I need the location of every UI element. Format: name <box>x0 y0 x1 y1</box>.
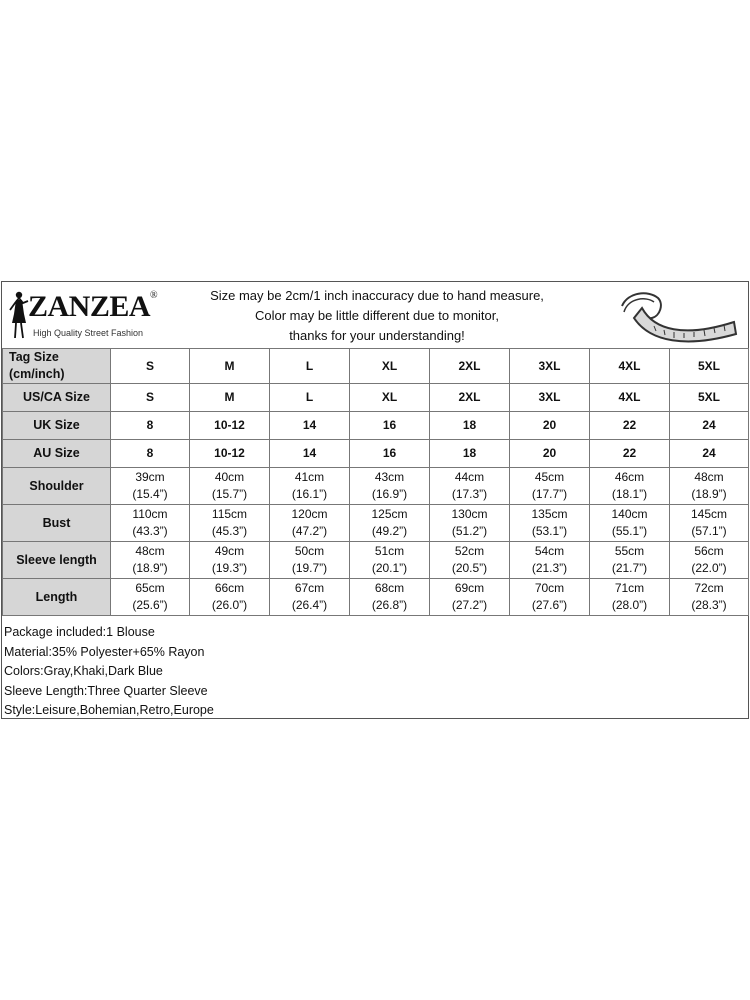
table-cell: 72cm (28.3”) <box>670 579 749 616</box>
row-label: US/CA Size <box>3 384 111 412</box>
row-label: Length <box>3 579 111 616</box>
table-cell: 48cm (18.9”) <box>670 468 749 505</box>
table-cell: 18 <box>430 412 510 440</box>
table-cell: M <box>190 384 270 412</box>
brand-tagline: High Quality Street Fashion <box>33 328 144 338</box>
size-header-cell: 3XL <box>510 349 590 384</box>
table-cell: 48cm (18.9”) <box>111 542 190 579</box>
registered-mark: ® <box>150 290 158 301</box>
size-header-cell: M <box>190 349 270 384</box>
table-cell: 130cm (51.2”) <box>430 505 510 542</box>
table-cell: L <box>270 384 350 412</box>
table-cell: 50cm (19.7”) <box>270 542 350 579</box>
header-row <box>3 349 749 384</box>
table-cell: 52cm (20.5”) <box>430 542 510 579</box>
size-notice <box>162 286 592 346</box>
table-cell: 40cm (15.7”) <box>190 468 270 505</box>
colors-info: Colors:Gray,Khaki,Dark Blue <box>4 664 163 678</box>
style-info: Style:Leisure,Bohemian,Retro,Europe <box>4 703 214 717</box>
table-cell: 54cm (21.3”) <box>510 542 590 579</box>
table-cell: 20 <box>510 440 590 468</box>
table-cell: 145cm (57.1”) <box>670 505 749 542</box>
notice-line-1: Size may be 2cm/1 inch inaccuracy due to hand measure, <box>210 288 544 303</box>
table-cell: 135cm (53.1”) <box>510 505 590 542</box>
table-cell: 20 <box>510 412 590 440</box>
table-cell: 5XL <box>670 384 749 412</box>
table-cell: 43cm (16.9”) <box>350 468 430 505</box>
size-header-cell: 5XL <box>670 349 749 384</box>
size-table <box>2 348 749 616</box>
table-cell: 68cm (26.8”) <box>350 579 430 616</box>
table-cell: 51cm (20.1”) <box>350 542 430 579</box>
table-cell: 16 <box>350 412 430 440</box>
bust-row <box>3 505 749 542</box>
size-header-cell: 2XL <box>430 349 510 384</box>
row-label: Shoulder <box>3 468 111 505</box>
table-cell: 67cm (26.4”) <box>270 579 350 616</box>
size-header-cell: 4XL <box>590 349 670 384</box>
tag-size-label: Tag Size (cm/inch) <box>3 349 111 384</box>
table-cell: 125cm (49.2”) <box>350 505 430 542</box>
table-cell: S <box>111 384 190 412</box>
table-cell: 39cm (15.4”) <box>111 468 190 505</box>
row-label: AU Size <box>3 440 111 468</box>
row-label: Bust <box>3 505 111 542</box>
au-size-row <box>3 440 749 468</box>
table-cell: 8 <box>111 440 190 468</box>
length-row <box>3 579 749 616</box>
us-ca-size-row <box>3 384 749 412</box>
table-cell: 71cm (28.0”) <box>590 579 670 616</box>
row-label: UK Size <box>3 412 111 440</box>
table-cell: 8 <box>111 412 190 440</box>
table-cell: 10-12 <box>190 440 270 468</box>
size-header-cell: S <box>111 349 190 384</box>
table-cell: 140cm (55.1”) <box>590 505 670 542</box>
table-cell: 56cm (22.0”) <box>670 542 749 579</box>
table-cell: 46cm (18.1”) <box>590 468 670 505</box>
table-cell: 49cm (19.3”) <box>190 542 270 579</box>
table-cell: 22 <box>590 412 670 440</box>
size-chart <box>1 281 749 719</box>
table-cell: 2XL <box>430 384 510 412</box>
uk-size-row <box>3 412 749 440</box>
row-label: Sleeve length <box>3 542 111 579</box>
size-header-cell: XL <box>350 349 430 384</box>
table-cell: 24 <box>670 412 749 440</box>
table-cell: 18 <box>430 440 510 468</box>
table-cell: 115cm (45.3”) <box>190 505 270 542</box>
table-cell: 14 <box>270 412 350 440</box>
notice-line-2: Color may be little different due to monitor, <box>255 308 499 323</box>
size-header-cell: L <box>270 349 350 384</box>
package-info: Package included:1 Blouse <box>4 625 155 639</box>
table-cell: XL <box>350 384 430 412</box>
brand-logo <box>6 288 156 344</box>
table-cell: 66cm (26.0”) <box>190 579 270 616</box>
table-cell: 120cm (47.2”) <box>270 505 350 542</box>
table-cell: 24 <box>670 440 749 468</box>
table-cell: 44cm (17.3”) <box>430 468 510 505</box>
table-cell: 110cm (43.3”) <box>111 505 190 542</box>
table-cell: 16 <box>350 440 430 468</box>
shoulder-row <box>3 468 749 505</box>
table-cell: 22 <box>590 440 670 468</box>
table-cell: 45cm (17.7”) <box>510 468 590 505</box>
sleeve-length-row <box>3 542 749 579</box>
sleeve-length-info: Sleeve Length:Three Quarter Sleeve <box>4 683 208 698</box>
measuring-tape-icon <box>614 286 740 348</box>
table-cell: 10-12 <box>190 412 270 440</box>
table-cell: 65cm (25.6”) <box>111 579 190 616</box>
table-cell: 3XL <box>510 384 590 412</box>
table-cell: 55cm (21.7”) <box>590 542 670 579</box>
table-cell: 14 <box>270 440 350 468</box>
product-info <box>4 623 214 721</box>
chart-header <box>2 282 748 348</box>
notice-line-3: thanks for your understanding! <box>289 328 465 343</box>
table-cell: 70cm (27.6”) <box>510 579 590 616</box>
table-cell: 69cm (27.2”) <box>430 579 510 616</box>
table-cell: 4XL <box>590 384 670 412</box>
table-cell: 41cm (16.1”) <box>270 468 350 505</box>
material-info: Material:35% Polyester+65% Rayon <box>4 644 205 659</box>
brand-name: ZANZEA® <box>28 290 158 323</box>
